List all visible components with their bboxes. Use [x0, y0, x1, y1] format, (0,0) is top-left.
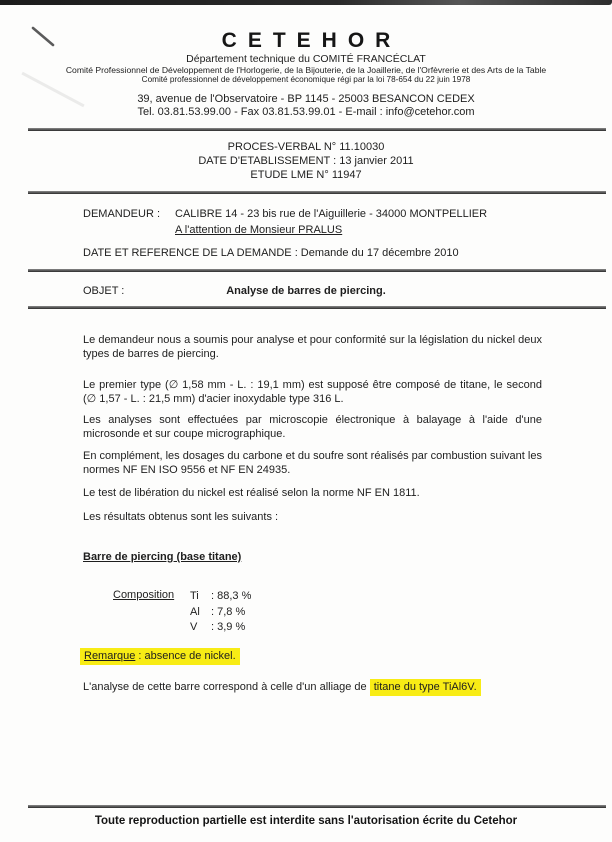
- element-value: : 3,9 %: [211, 621, 246, 634]
- demandeur-attention: A l'attention de Monsieur PRALUS: [175, 224, 343, 236]
- results-section-title: Barre de piercing (base titane): [83, 551, 242, 563]
- composition-block: [113, 589, 251, 636]
- separator-rule-2: [28, 191, 606, 194]
- objet-label: OBJET :: [83, 285, 125, 297]
- scan-edge-artifact: [0, 0, 612, 5]
- org-description-line2: Comité professionnel de développement économique régi par la loi 78-654 du 22 juin 1978: [141, 74, 471, 84]
- composition-rows: [190, 589, 251, 636]
- date-etablissement: DATE D'ETABLISSEMENT : 13 janvier 2011: [198, 155, 414, 167]
- remarque-line: [80, 650, 240, 662]
- separator-rule-4: [28, 306, 606, 309]
- conclusion-line: [83, 681, 481, 693]
- separator-rule-3: [28, 269, 606, 272]
- conclusion-text: L'analyse de cette barre correspond à celle d'un alliage de: [83, 681, 370, 693]
- remarque-highlight: [80, 648, 240, 665]
- element-symbol: Al: [190, 605, 200, 618]
- demandeur-label: DEMANDEUR :: [83, 208, 161, 220]
- footer-notice: Toute reproduction partielle est interdite sans l'autorisation écrite du Cetehor: [94, 815, 518, 827]
- element-value: : 88,3 %: [211, 590, 252, 602]
- org-contact: Tel. 03.81.53.99.00 - Fax 03.81.53.99.01 - E-mail : info@cetehor.com: [137, 106, 475, 118]
- date-reference: DATE ET REFERENCE DE LA DEMANDE : Demande du 17 décembre 2010: [83, 247, 459, 259]
- org-subtitle: Département technique du COMITÉ FRANCÉCLAT: [186, 53, 426, 65]
- paragraph-types: Le premier type (∅ 1,58 mm - L. : 19,1 mm) est supposé être composé de titane, le second (∅ 1,57 - L. : 21,5 mm) d'acier inoxydable type 316 L.: [83, 379, 542, 405]
- separator-rule-1: [28, 128, 606, 131]
- element-symbol: Ti: [190, 590, 199, 602]
- proces-verbal-number: PROCES-VERBAL N° 11.10030: [227, 141, 385, 153]
- element-symbol: V: [190, 621, 198, 634]
- paragraph-nickel-test: Le test de libération du nickel est réalisé selon la norme NF EN 1811.: [83, 487, 420, 499]
- org-address: 39, avenue de l'Observatoire - BP 1145 - 25003 BESANCON CEDEX: [137, 93, 475, 105]
- footer-rule: [28, 805, 606, 808]
- objet-value: Analyse de barres de piercing.: [226, 285, 386, 297]
- paragraph-methods: Les analyses sont effectuées par microscopie électronique à balayage à l'aide d'une microsonde et sur coupe micrographique.: [83, 414, 542, 440]
- org-description-line1: Comité Professionnel de Développement de l'Horlogerie, de la Bijouterie, de la Joaillerie, de l'Orfèvrerie et des Arts de la Table: [65, 65, 547, 75]
- conclusion-highlight: titane du type TiAl6V.: [370, 679, 481, 696]
- etude-number: ETUDE LME N° 11947: [250, 169, 362, 181]
- composition-row: [190, 620, 251, 636]
- remarque-text: : absence de nickel.: [135, 650, 236, 662]
- paragraph-dosages: En complément, les dosages du carbone et du soufre sont réalisés par combustion suivant les normes NF EN ISO 9556 et NF EN 24935.: [83, 450, 542, 476]
- paragraph-results-intro: Les résultats obtenus sont les suivants :: [83, 511, 279, 523]
- composition-label: Composition: [113, 589, 175, 601]
- element-value: : 7,8 %: [211, 605, 246, 618]
- remarque-label: Remarque: [84, 650, 136, 662]
- org-name: CETEHOR: [221, 29, 402, 52]
- paragraph-intro: Le demandeur nous a soumis pour analyse et pour conformité sur la législation du nickel deux types de barres de piercing.: [83, 334, 542, 360]
- composition-row: [190, 589, 251, 605]
- composition-row: [190, 605, 251, 621]
- demandeur-value: CALIBRE 14 - 23 bis rue de l'Aiguillerie - 34000 MONTPELLIER: [175, 208, 488, 220]
